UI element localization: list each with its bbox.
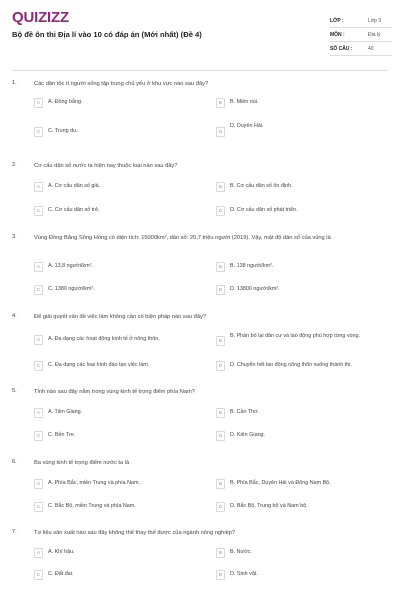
option-letter-box: B [216,336,225,346]
question-text: Để giải quyết vấn đề việc làm không cần có biện pháp nào sau đây? [34,314,207,320]
option-letter-box: B [216,408,225,418]
question-number: 7. [12,529,17,535]
option-d[interactable] [216,503,388,515]
meta-value: Địa lý [368,31,381,38]
question-text: Các dân tộc ít người sống tập trung chủ yếu ở khu vực nào sau đây? [34,81,209,87]
option-text: A. 13,8 người/km². [48,263,93,269]
option-text: D. Sinh vật. [230,571,258,577]
option-a[interactable] [34,480,206,492]
option-letter-box: A [34,408,43,418]
option-letter-box: D [216,361,225,371]
option-a[interactable] [34,263,206,275]
option-letter-box: B [216,479,225,489]
option-b[interactable] [216,409,388,421]
option-letter-box: B [216,548,225,558]
option-a[interactable] [34,183,206,195]
option-text: B. Phân bố lại dân cư và lao động phù hợp từng vùng. [230,333,361,339]
option-text: C. Đất đai. [48,571,74,577]
header-divider [12,70,388,71]
option-a[interactable] [34,336,206,348]
question-number: 3. [12,234,17,240]
option-text: C. Trung du. [48,128,78,134]
meta-subject [330,28,392,42]
option-letter-box: B [216,182,225,192]
option-text: A. Khí hậu. [48,549,75,555]
option-letter-box: C [34,206,43,216]
option-d[interactable] [216,432,388,444]
question-number: 1. [12,80,17,86]
option-text: C. 1380 người/km². [48,286,95,292]
option-d[interactable] [216,123,388,141]
option-c[interactable] [34,362,206,374]
option-text: C. Cơ cấu dân số trẻ. [48,207,100,213]
option-letter-box: A [34,262,43,272]
meta-label: SỐ CÂU : [330,45,353,52]
option-d[interactable] [216,571,388,583]
option-letter-box: A [34,479,43,489]
option-letter-box: A [34,98,43,108]
option-letter-box: C [34,431,43,441]
question-text: Vùng Đồng Bằng Sông Hồng có diện tích: 15000km², dân số: 20,7 triệu người (2019). Vậy, mật độ dân số của vùng là [34,235,331,241]
option-letter-box: C [34,127,43,137]
option-c[interactable] [34,432,206,444]
option-letter-box: D [216,206,225,216]
option-text: C. Bắc Bộ, miền Trung và phía Nam. [48,503,136,509]
option-a[interactable] [34,409,206,421]
option-letter-box: C [34,570,43,580]
option-a[interactable] [34,99,206,111]
option-text: A. Cơ cấu dân số già. [48,183,101,189]
option-text: B. Cơ cấu dân số ổn định. [230,183,293,189]
option-letter-box: C [34,361,43,371]
question-text: Ba vùng kinh tế trọng điểm nước ta là [34,460,130,466]
question-text: Tỉnh nào sau đây nằm trong vùng kinh tế trọng điểm phía Nam? [34,389,195,395]
option-text: B. 138 người/km². [230,263,274,269]
meta-question-count [330,42,392,56]
option-d[interactable] [216,362,388,374]
page-title: Bộ đề ôn thi Địa lí vào 10 có đáp án (Mới nhất) (Đề 4) [12,30,202,39]
option-text: C. Bến Tre. [48,432,76,438]
question-number: 5. [12,388,17,394]
option-b[interactable] [216,263,388,275]
option-b[interactable] [216,99,388,111]
option-letter-box: D [216,127,225,137]
option-text: D. Duyên Hải. [230,123,264,129]
option-letter-box: D [216,285,225,295]
option-letter-box: A [34,548,43,558]
option-b[interactable] [216,333,388,351]
meta-label: MÔN : [330,31,345,38]
option-b[interactable] [216,549,388,561]
option-d[interactable] [216,207,388,219]
option-text: D. Cơ cấu dân số phát triển. [230,207,298,213]
option-text: B. Nước. [230,549,252,555]
option-c[interactable] [34,571,206,583]
option-c[interactable] [34,207,206,219]
quizizz-logo: QUIZIZZ [12,9,69,26]
option-text: B. Cần Thơ. [230,409,260,415]
option-text: A. Tiền Giang. [48,409,83,415]
option-letter-box: D [216,431,225,441]
meta-value: Lớp 9 [368,17,382,24]
option-text: B. Phía Bắc, Duyên Hải và Đông Nam Bộ. [230,480,331,486]
option-letter-box: C [34,285,43,295]
option-text: A. Phía Bắc, miền Trung và phía Nam. [48,480,140,486]
meta-grade [330,14,392,28]
option-b[interactable] [216,480,388,492]
option-text: D. 13800 người/km². [230,286,280,292]
option-letter-box: A [34,182,43,192]
option-c[interactable] [34,128,206,140]
option-letter-box: D [216,570,225,580]
page-header [0,0,400,62]
question-text: Cơ cấu dân số nước ta hiện nay thuộc loại nào sau đây? [34,163,178,169]
option-letter-box: D [216,502,225,512]
option-letter-box: C [34,502,43,512]
question-number: 2. [12,162,17,168]
option-text: B. Miền núi. [230,99,259,105]
question-number: 6. [12,459,17,465]
option-text: D. Chuyển hết lao động nông thôn xuống thành thị. [230,362,352,368]
meta-label: LỚP : [330,17,344,24]
option-letter-box: A [34,335,43,345]
option-letter-box: B [216,262,225,272]
meta-value: 40 [368,45,374,52]
option-c[interactable] [34,286,206,298]
option-text: D. Bắc Bộ, Trung bộ và Nam bộ. [230,503,308,509]
option-text: A. Đồng bằng. [48,99,83,105]
option-c[interactable] [34,503,206,515]
question-text: Tư liệu sản xuất nào sau đây không thể thay thế được của ngành nông nghiệp? [34,530,236,536]
option-text: A. Đa dạng các hoạt động kinh tế ở nông thôn. [48,336,160,342]
option-b[interactable] [216,183,388,195]
option-a[interactable] [34,549,206,561]
option-text: C. Đa dạng các loại hình đào tạo việc làm. [48,362,150,368]
option-text: D. Kiên Giang. [230,432,266,438]
option-d[interactable] [216,286,388,298]
question-number: 4. [12,313,17,319]
option-letter-box: B [216,98,225,108]
